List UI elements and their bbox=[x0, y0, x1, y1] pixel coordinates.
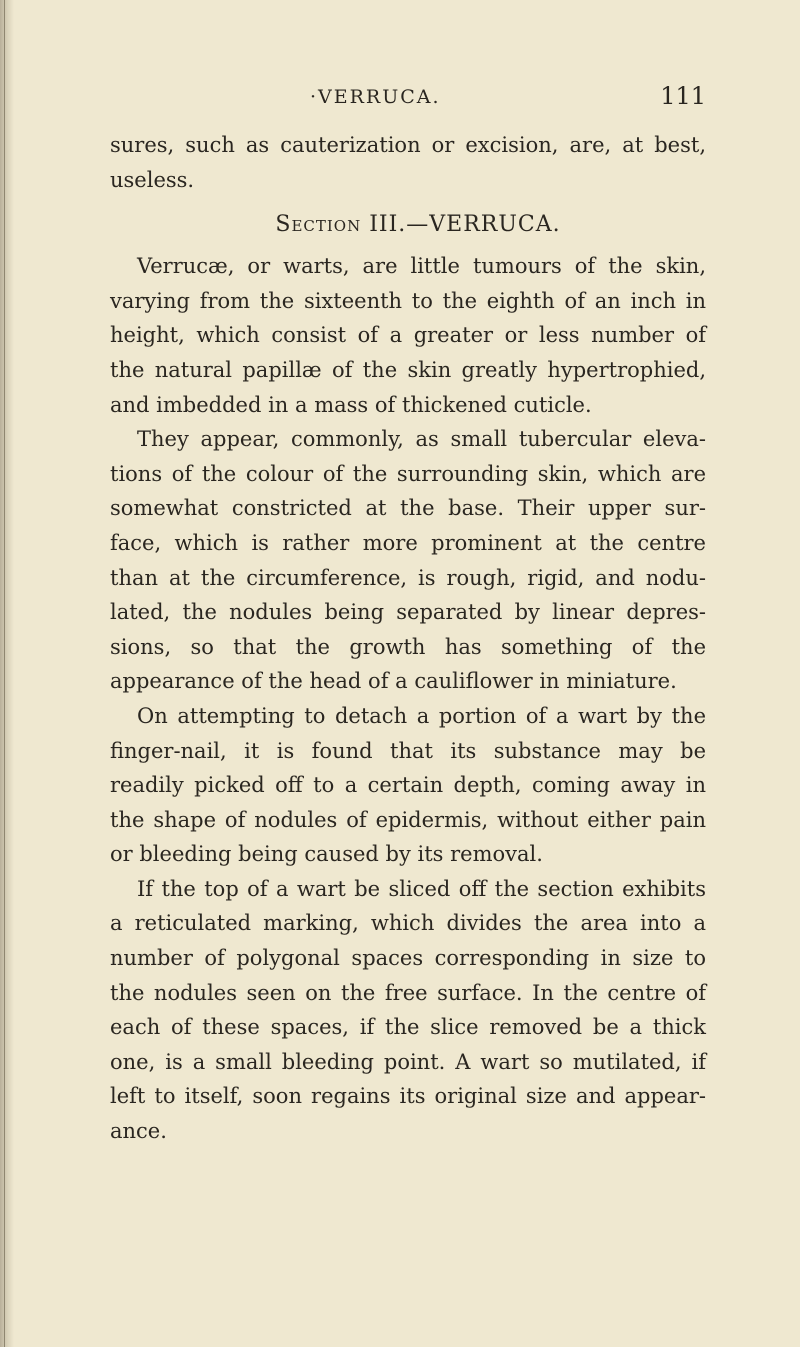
text-line: left to itself, soon regains its original size and appear- bbox=[110, 1084, 706, 1109]
text-line: height, which consist of a greater or less number of bbox=[110, 323, 706, 348]
section-label: Section bbox=[275, 212, 362, 238]
text-line: than at the circumference, is rough, rigid, and nodu- bbox=[110, 565, 706, 590]
text-line: the shape of nodules of epidermis, without either pain bbox=[110, 807, 706, 832]
text-line: sures, such as cauterization or excision, are, at best, bbox=[110, 133, 706, 157]
text-line: somewhat constricted at the base. Their upper sur- bbox=[110, 496, 706, 521]
text-line: one, is a small bleeding point. A wart so mutilated, if bbox=[110, 1049, 706, 1074]
text-line: finger-nail, it is found that its substance may be bbox=[110, 738, 706, 763]
page-edge bbox=[0, 0, 14, 1347]
text-line: a reticulated marking, which divides the area into a bbox=[110, 911, 706, 936]
section-heading bbox=[110, 201, 706, 249]
text-line: useless. bbox=[110, 167, 195, 192]
text-line: appearance of the head of a cauliflower in miniature. bbox=[110, 669, 677, 694]
page-number: 111 bbox=[660, 82, 706, 110]
text-line: the natural papillæ of the skin greatly hypertrophied, bbox=[110, 357, 706, 382]
paragraph-first-line: Verrucæ, or warts, are little tumours of the skin, bbox=[137, 254, 706, 279]
running-head-title: ·VERRUCA. bbox=[310, 86, 441, 108]
body-text bbox=[110, 128, 706, 1149]
section-title: III.—VERRUCA. bbox=[361, 212, 561, 238]
paragraph-first-line: If the top of a wart be sliced off the section exhibits bbox=[137, 876, 706, 901]
text-line: or bleeding being caused by its removal. bbox=[110, 842, 543, 867]
paragraph-first-line: On attempting to detach a portion of a wart by the bbox=[137, 703, 706, 728]
text-line: varying from the sixteenth to the eighth of an inch in bbox=[110, 288, 706, 313]
text-line: and imbedded in a mass of thickened cuticle. bbox=[110, 392, 592, 417]
text-line: readily picked off to a certain depth, coming away in bbox=[110, 773, 706, 798]
text-line: sions, so that the growth has something of the bbox=[110, 634, 706, 659]
text-line: tions of the colour of the surrounding skin, which are bbox=[110, 461, 706, 486]
text-line: number of polygonal spaces corresponding in size to bbox=[110, 946, 706, 971]
text-line: face, which is rather more prominent at the centre bbox=[110, 530, 706, 555]
text-line: ance. bbox=[110, 1119, 167, 1144]
paragraph-first-line: They appear, commonly, as small tubercular eleva- bbox=[137, 427, 706, 452]
text-line: lated, the nodules being separated by linear depres- bbox=[110, 600, 706, 625]
text-line: the nodules seen on the free surface. In the centre of bbox=[110, 980, 706, 1005]
running-head bbox=[110, 82, 706, 114]
text-line: each of these spaces, if the slice removed be a thick bbox=[110, 1015, 706, 1040]
